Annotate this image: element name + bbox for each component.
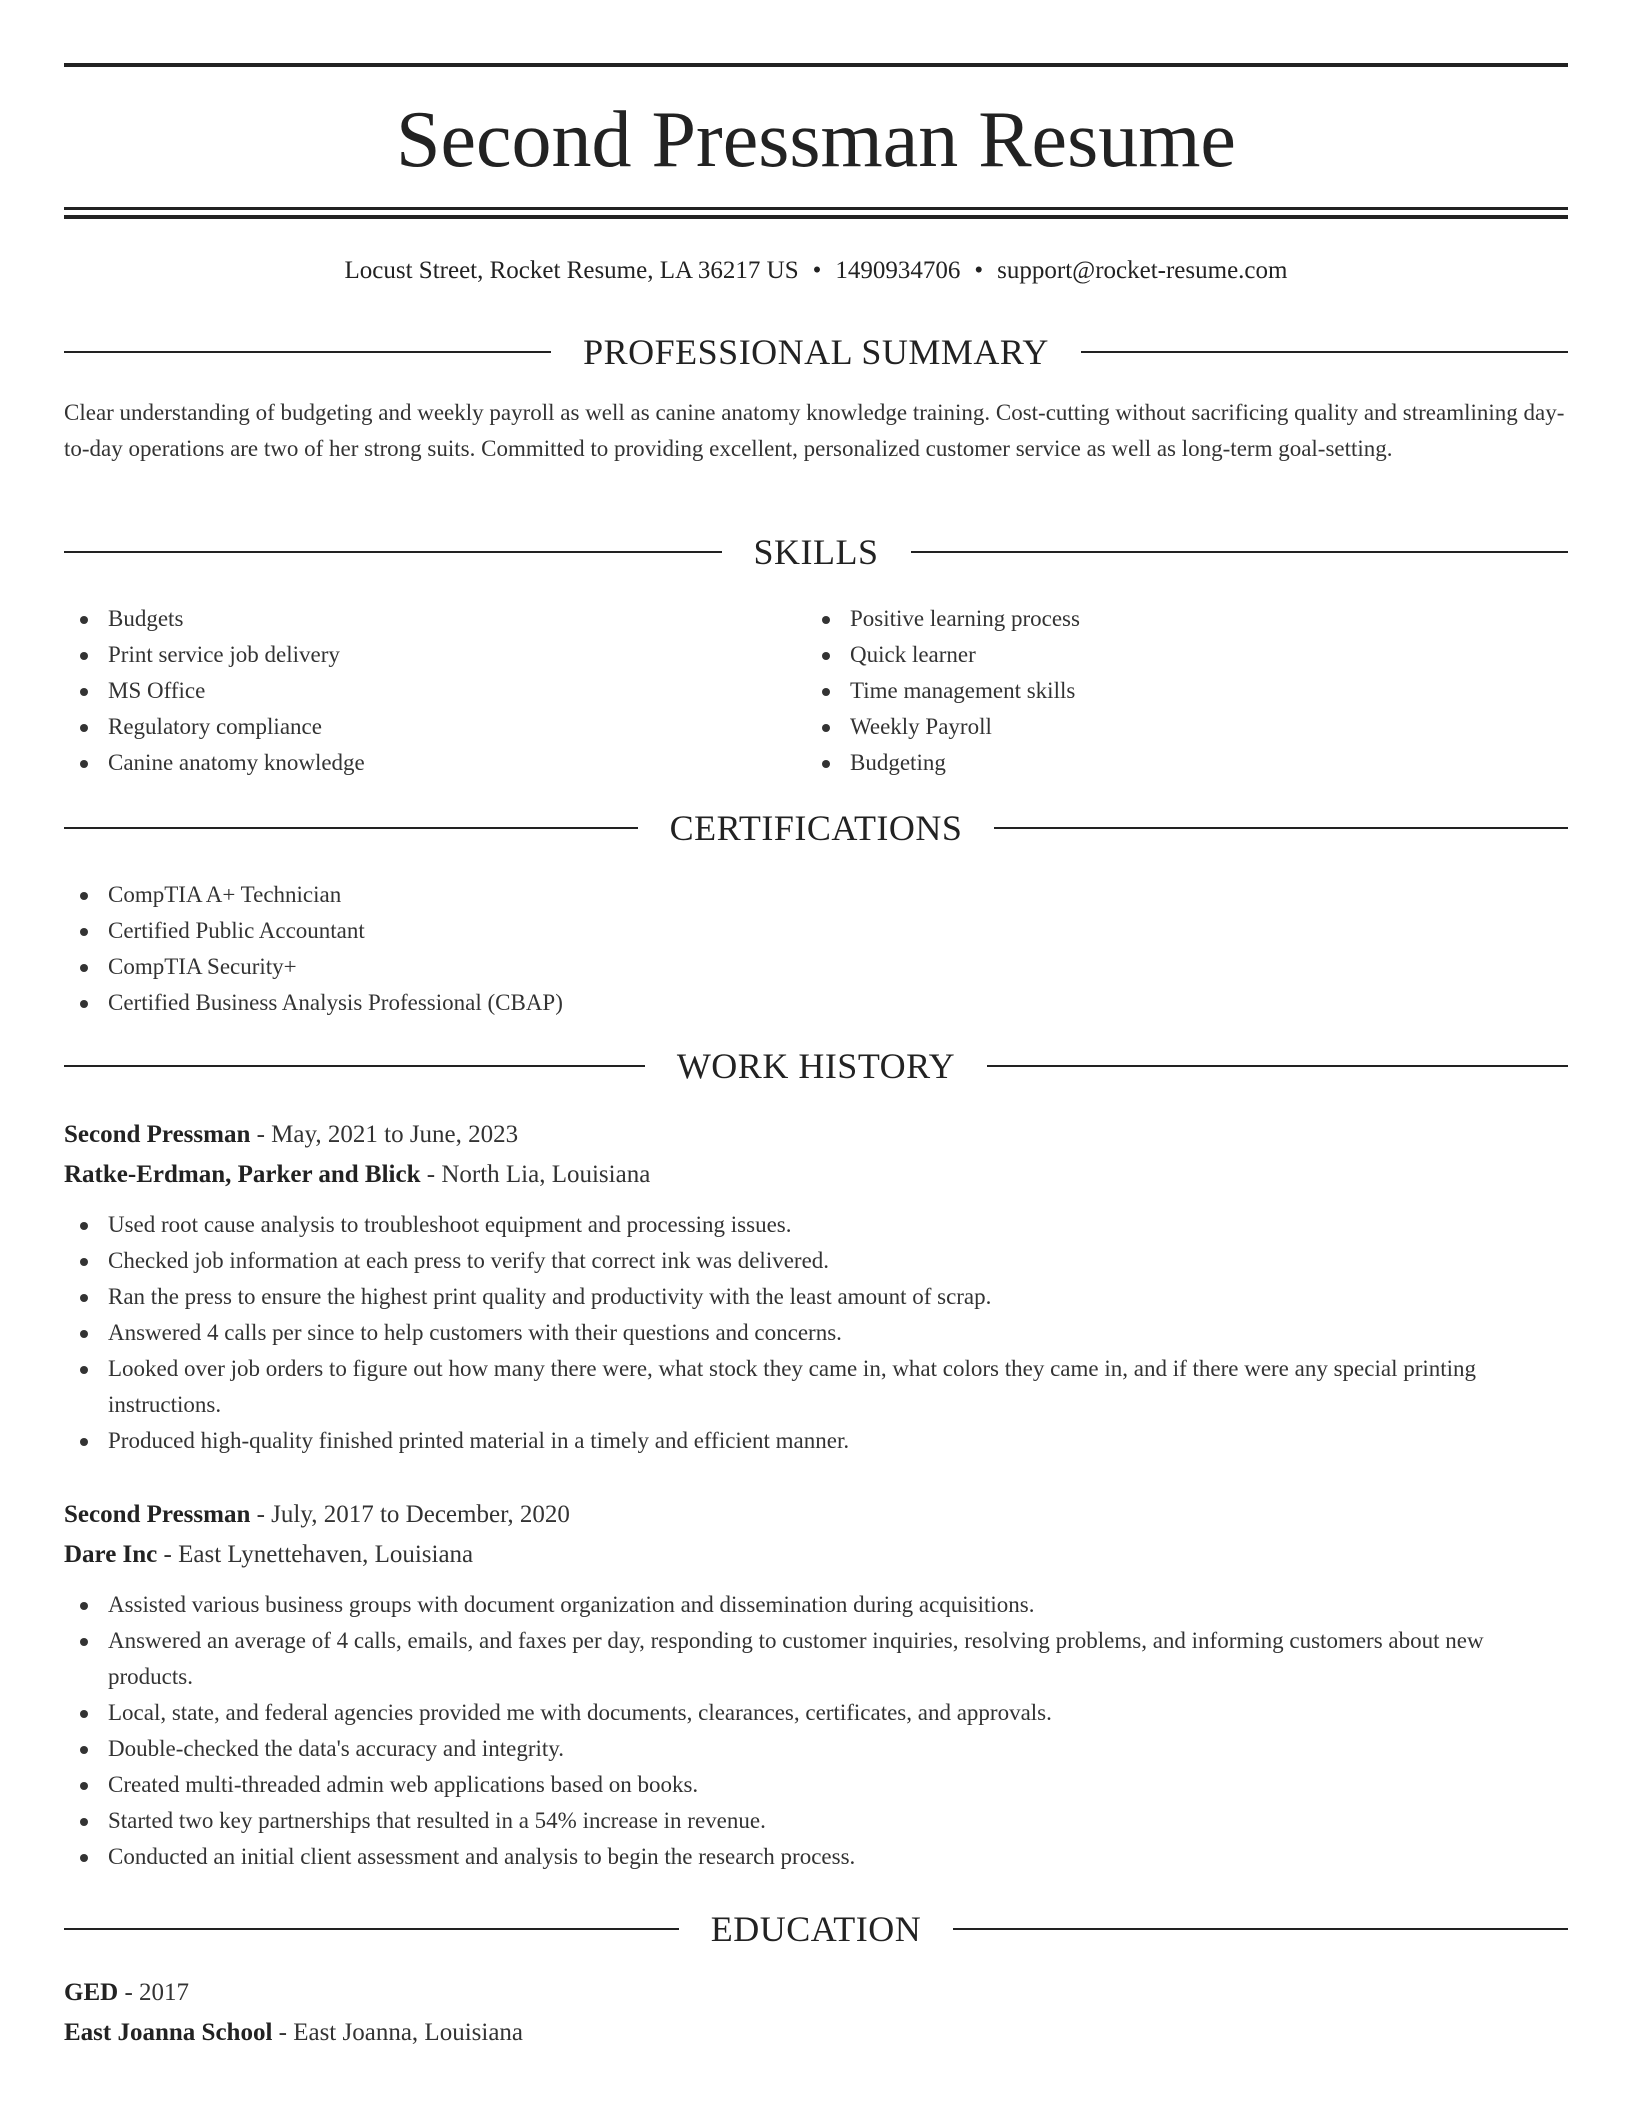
education-school: East Joanna School	[64, 2019, 273, 2046]
certification-item: CompTIA Security+	[64, 949, 1568, 985]
job-title: Second Pressman	[64, 1501, 251, 1528]
job-title-line	[64, 1495, 1568, 1535]
education-school-line	[64, 2013, 1568, 2053]
job-bullet: Used root cause analysis to troubleshoot equipment and processing issues.	[64, 1207, 1568, 1243]
job-bullet: Local, state, and federal agencies provided me with documents, clearances, certificates, and approvals.	[64, 1695, 1568, 1731]
section-title: EDUCATION	[710, 1909, 922, 1949]
job-bullet: Produced high-quality finished printed material in a timely and efficient manner.	[64, 1423, 1568, 1459]
skill-item: Budgets	[64, 601, 764, 637]
skill-item: Regulatory compliance	[64, 709, 764, 745]
job-company: Dare Inc	[64, 1541, 158, 1568]
skill-item: Time management skills	[806, 673, 1506, 709]
job-location: - East Lynettehaven, Louisiana	[157, 1541, 474, 1568]
job-bullet: Started two key partnerships that resulted in a 54% increase in revenue.	[64, 1803, 1568, 1839]
skill-item: MS Office	[64, 673, 764, 709]
education-degree-line	[64, 1973, 1568, 2013]
job-bullet: Assisted various business groups with document organization and dissemination during acquisitions.	[64, 1587, 1568, 1623]
job-company: Ratke-Erdman, Parker and Blick	[64, 1161, 421, 1188]
section-title: WORK HISTORY	[676, 1046, 956, 1086]
education-year: - 2017	[118, 1979, 190, 2006]
header-bottom-rule-2	[64, 215, 1568, 219]
job-title: Second Pressman	[64, 1121, 251, 1148]
certification-item: Certified Business Analysis Professional (CBAP)	[64, 985, 1568, 1021]
section-divider	[911, 551, 1569, 553]
job-bullet: Answered 4 calls per since to help customers with their questions and concerns.	[64, 1315, 1568, 1351]
education-entry	[64, 1973, 1568, 2053]
certifications-list	[64, 877, 1568, 1021]
job-bullet: Ran the press to ensure the highest print quality and productivity with the least amount of scrap.	[64, 1279, 1568, 1315]
skill-item: Weekly Payroll	[806, 709, 1506, 745]
skill-item: Canine anatomy knowledge	[64, 745, 764, 781]
section-divider	[994, 827, 1568, 829]
skill-item: Print service job delivery	[64, 637, 764, 673]
certification-item: CompTIA A+ Technician	[64, 877, 1568, 913]
contact-address: Locust Street, Rocket Resume, LA 36217 US	[344, 257, 799, 284]
header-top-rule	[64, 63, 1568, 67]
section-heading-work-history	[64, 1044, 1568, 1088]
section-divider	[64, 1928, 679, 1930]
job-entry	[64, 1115, 1568, 1459]
section-divider	[953, 1928, 1568, 1930]
section-heading-education	[64, 1907, 1568, 1951]
section-title: CERTIFICATIONS	[669, 808, 963, 848]
contact-separator: •	[974, 257, 984, 284]
contact-phone: 1490934706	[835, 257, 961, 284]
skill-item: Budgeting	[806, 745, 1506, 781]
job-company-line	[64, 1535, 1568, 1575]
job-bullet: Conducted an initial client assessment and analysis to begin the research process.	[64, 1839, 1568, 1875]
section-title: PROFESSIONAL SUMMARY	[583, 332, 1049, 372]
education-location: - East Joanna, Louisiana	[272, 2019, 524, 2046]
job-bullets	[64, 1207, 1568, 1459]
job-bullets	[64, 1587, 1568, 1875]
section-divider	[64, 351, 551, 353]
skill-item: Positive learning process	[806, 601, 1506, 637]
section-title: SKILLS	[753, 532, 879, 572]
job-dates: - May, 2021 to June, 2023	[250, 1121, 519, 1148]
job-bullet: Checked job information at each press to verify that correct ink was delivered.	[64, 1243, 1568, 1279]
job-company-line	[64, 1155, 1568, 1195]
job-location: - North Lia, Louisiana	[420, 1161, 651, 1188]
header-bottom-rule	[64, 207, 1568, 210]
resume-title: Second Pressman Resume	[396, 96, 1236, 184]
section-heading-skills	[64, 530, 1568, 574]
skills-list-left	[64, 601, 764, 781]
section-divider	[64, 1065, 645, 1067]
section-heading-certifications	[64, 806, 1568, 850]
job-bullet: Looked over job orders to figure out how many there were, what stock they came in, what colors they came in, and if there were any special printing instructions.	[64, 1351, 1568, 1423]
skill-item: Quick learner	[806, 637, 1506, 673]
job-title-line	[64, 1115, 1568, 1155]
section-divider	[987, 1065, 1568, 1067]
job-bullet: Answered an average of 4 calls, emails, and faxes per day, responding to customer inquiries, resolving problems, and informing customers about new products.	[64, 1623, 1568, 1695]
job-bullet: Created multi-threaded admin web applications based on books.	[64, 1767, 1568, 1803]
section-divider	[1081, 351, 1568, 353]
contact-line	[64, 254, 1568, 288]
section-heading-summary	[64, 330, 1568, 374]
skills-list-right	[806, 601, 1506, 781]
contact-email: support@rocket-resume.com	[997, 257, 1288, 284]
summary-text: Clear understanding of budgeting and weekly payroll as well as canine anatomy knowledge training. Cost-cutting without sacrificing quality and streamlining day-to-day operations are two of her strong suits. Committed to providing excellent, personalized customer service as well as long-term goal-setting.	[64, 400, 1565, 461]
section-divider	[64, 551, 722, 553]
section-divider	[64, 827, 638, 829]
job-bullet: Double-checked the data's accuracy and integrity.	[64, 1731, 1568, 1767]
job-entry	[64, 1495, 1568, 1875]
contact-separator: •	[812, 257, 822, 284]
education-degree: GED	[64, 1979, 119, 2006]
job-dates: - July, 2017 to December, 2020	[250, 1501, 570, 1528]
certification-item: Certified Public Accountant	[64, 913, 1568, 949]
